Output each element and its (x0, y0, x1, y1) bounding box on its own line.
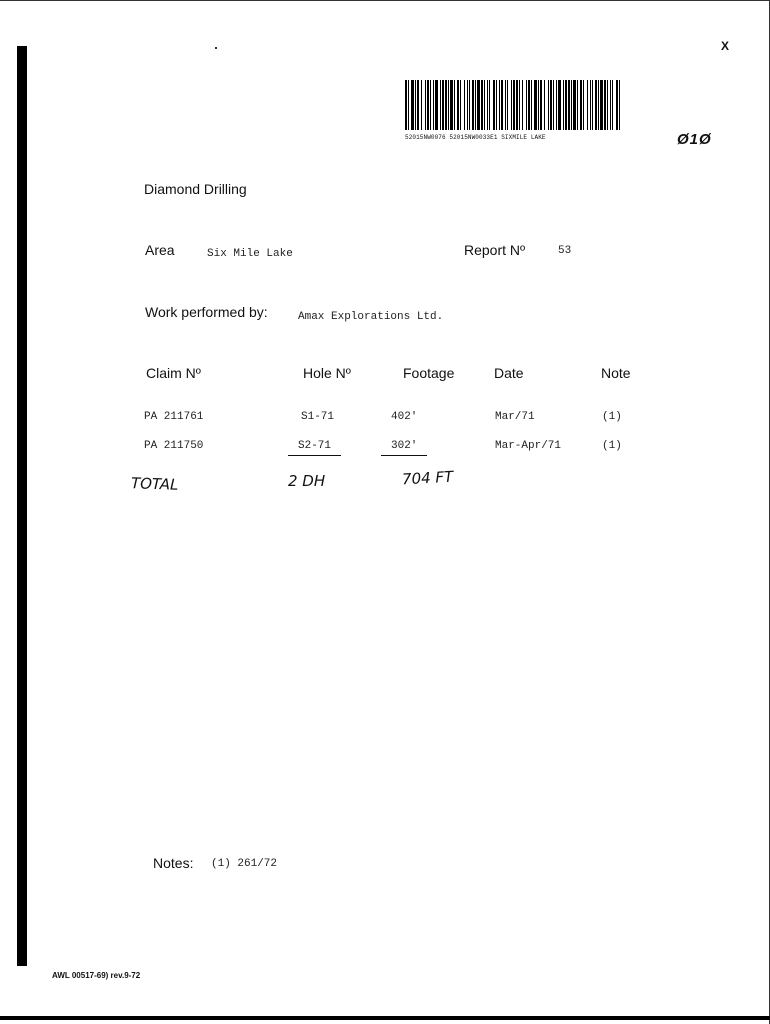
row1-claim: PA 211761 (144, 411, 204, 423)
row1-footage: 402' (391, 411, 418, 423)
footage-header: Footage (403, 365, 455, 381)
area-value: Six Mile Lake (207, 248, 293, 260)
total-footage: 704 FT (401, 467, 454, 489)
hole-header: Hole Nº (303, 365, 351, 381)
note-header: Note (601, 365, 631, 381)
report-number-value: 53 (558, 245, 572, 257)
document-code: Ø1Ø (677, 131, 712, 148)
document-title: Diamond Drilling (144, 181, 247, 197)
claim-header: Claim Nº (146, 365, 201, 381)
barcode (405, 80, 621, 130)
work-performed-label: Work performed by: (145, 304, 268, 320)
total-holes: 2 DH (288, 472, 326, 490)
row1-hole: S1-71 (301, 411, 335, 423)
row2-note: (1) (602, 440, 622, 452)
row2-date: Mar-Apr/71 (495, 440, 562, 452)
scan-left-bar (17, 46, 27, 966)
total-label: TOTAL (130, 474, 179, 494)
form-code: AWL 00517-69) rev.9-72 (52, 971, 141, 980)
row1-date: Mar/71 (495, 411, 535, 423)
notes-value: (1) 261/72 (211, 858, 278, 870)
row2-claim: PA 211750 (144, 440, 204, 452)
report-number-label: Report Nº (464, 242, 526, 258)
row2-hole: S2-71 (288, 440, 341, 456)
notes-label: Notes: (153, 855, 194, 871)
scan-speck (215, 47, 217, 49)
work-performed-value: Amax Explorations Ltd. (298, 311, 444, 323)
corner-mark: X (721, 39, 730, 53)
date-header: Date (494, 365, 524, 381)
barcode-caption: 52015NW0076 52015NW0033E1 SIXMILE LAKE (405, 134, 546, 141)
area-label: Area (145, 242, 175, 258)
page-top-border (0, 0, 770, 1)
row1-note: (1) (602, 411, 622, 423)
row2-footage: 302' (381, 440, 427, 456)
scan-bottom-bar (0, 1016, 770, 1020)
